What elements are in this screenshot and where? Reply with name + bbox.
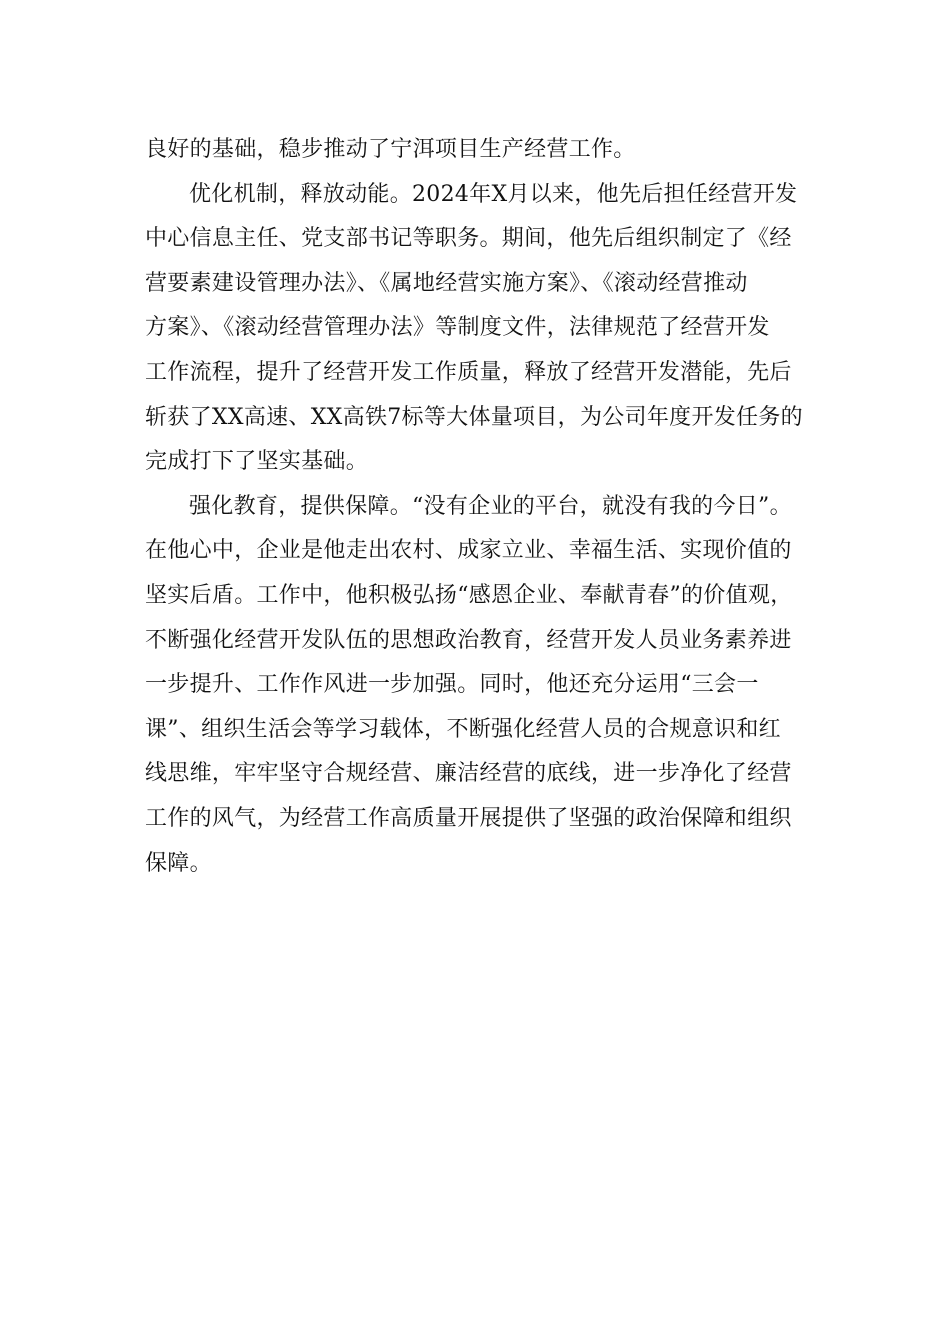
text-line: 在他心中，企业是他走出农村、成家立业、幸福生活、实现价值的 — [145, 538, 792, 564]
text-line: 保障。 — [145, 850, 212, 876]
text-line: 坚实后盾。工作中，他积极弘扬“感恩企业、奉献青春”的价值观， — [145, 582, 793, 608]
paragraph-continuation — [145, 128, 825, 173]
text-line: 强化教育，提供保障。“没有企业的平台，就没有我的今日”。 — [189, 493, 792, 519]
text-line: 中心信息主任、党支部书记等职务。期间，他先后组织制定了《经 — [145, 226, 792, 252]
text-line: 不断强化经营开发队伍的思想政治教育，经营开发人员业务素养进 — [145, 627, 792, 653]
text-line: 工作的风气，为经营工作高质量开展提供了坚强的政治保障和组织 — [145, 805, 792, 831]
text-line: 优化机制，释放动能。2024年X月以来，他先后担任经营开发 — [189, 181, 798, 207]
text-line: 一步提升、工作作风进一步加强。同时，他还充分运用“三会一 — [145, 672, 759, 698]
text-line: 营要素建设管理办法》、《属地经营实施方案》、《滚动经营推动 — [145, 270, 748, 296]
text-line: 良好的基础，稳步推动了宁洱项目生产经营工作。 — [145, 137, 636, 162]
text-line: 工作流程，提升了经营开发工作质量，释放了经营开发潜能，先后 — [145, 359, 792, 385]
paragraph-optimize-mechanism — [145, 173, 825, 485]
text-line: 斩获了XX高速、XX高铁7标等大体量项目，为公司年度开发任务的 — [145, 404, 803, 430]
text-line: 课”、组织生活会等学习载体，不断强化经营人员的合规意识和红 — [145, 716, 781, 742]
text-line: 完成打下了坚实基础。 — [145, 449, 369, 475]
paragraph-strengthen-education — [145, 485, 825, 886]
document-body — [145, 128, 825, 886]
text-line: 方案》、《滚动经营管理办法》等制度文件，法律规范了经营开发 — [145, 315, 770, 341]
text-line: 线思维，牢牢坚守合规经营、廉洁经营的底线，进一步净化了经营 — [145, 761, 792, 787]
